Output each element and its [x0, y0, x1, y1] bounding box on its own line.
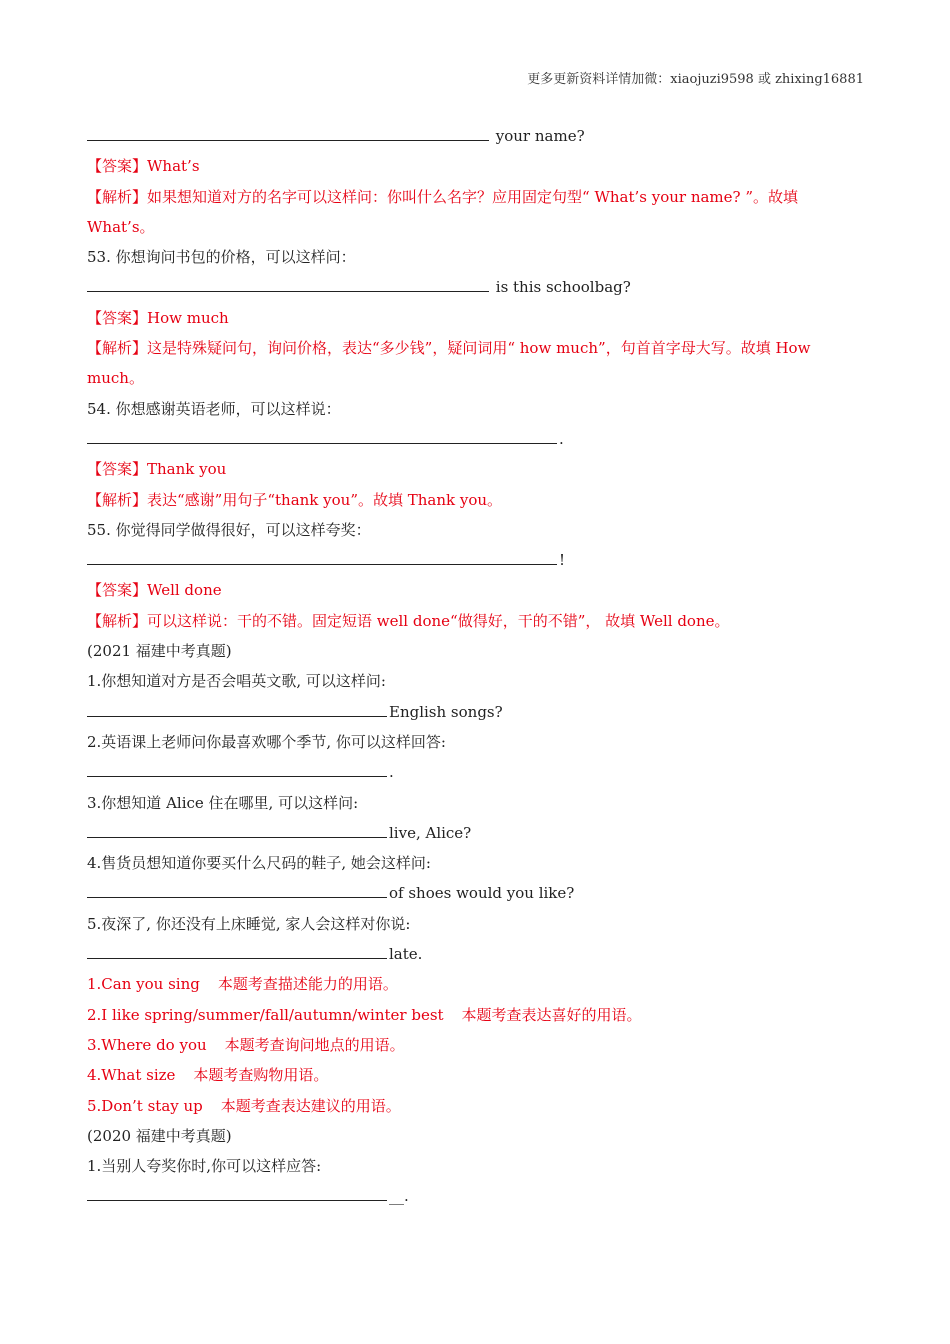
- answer-blank: [87, 1182, 387, 1201]
- s2021-answer-5: [87, 1091, 867, 1121]
- s2021-q4-tail: of shoes would you like?: [389, 884, 575, 903]
- q52-answer: 【答案】What’s: [87, 157, 200, 176]
- s2021-q3-tail: live, Alice?: [389, 823, 472, 842]
- s2020-q1-question: 1.当别人夸奖你时,你可以这样应答:: [87, 1157, 322, 1176]
- s2021-q4-question: 4.售货员想知道你要买什么尺码的鞋子, 她会这样问:: [87, 854, 431, 873]
- q53-prompt-line: [87, 272, 867, 302]
- q54-analysis: 【解析】表达“感谢”用句子“thank you”。故填 Thank you。: [87, 490, 503, 509]
- s2021-answer-1: [87, 969, 867, 999]
- q55-answer: 【答案】Well done: [87, 581, 222, 600]
- s2021-q3-question: 3.你想知道 Alice 住在哪里, 可以这样问:: [87, 793, 359, 812]
- q55-prompt-tail: !: [559, 551, 566, 570]
- s2020-q1-tail: __.: [389, 1187, 409, 1206]
- answer-blank: [87, 940, 387, 959]
- s2021-answer-4: [87, 1060, 867, 1090]
- s2021-q5-question: 5.夜深了, 你还没有上床睡觉, 家人会这样对你说:: [87, 914, 411, 933]
- page-header: 更多更新资料详情加微：xiaojuzi9598 或 zhixing16881: [527, 72, 864, 87]
- answer-blank: [87, 546, 557, 565]
- answer-note: 本题考查表达建议的用语。: [220, 1096, 401, 1115]
- s2021-answer-3: [87, 1030, 867, 1060]
- document-body: [87, 121, 867, 1212]
- s2021-q5-tail: late.: [389, 945, 423, 964]
- answer-blank: [87, 758, 387, 777]
- answer-text: 3.Where do you: [87, 1035, 207, 1054]
- q52-analysis: 【解析】如果想知道对方的名字可以这样问：你叫什么名字？应用固定句型“ What’s your name? ”。故填 What’s。: [87, 187, 799, 236]
- answer-note: 本题考查购物用语。: [193, 1066, 329, 1085]
- q53-analysis: 【解析】这是特殊疑问句，询问价格，表达“多少钱”，疑问词用“ how much”，句首首字母大写。故填 How much。: [87, 339, 811, 388]
- q53-question: 53. 你想询问书包的价格，可以这样问：: [87, 248, 356, 267]
- s2020-q1-prompt-line: [87, 1181, 867, 1211]
- answer-note: 本题考查表达喜好的用语。: [461, 1005, 642, 1024]
- answer-text: 1.Can you sing: [87, 975, 200, 994]
- q55-question: 55. 你觉得同学做得很好，可以这样夸奖：: [87, 520, 371, 539]
- s2021-q2-prompt-line: [87, 757, 867, 787]
- answer-text: 2.I like spring/summer/fall/autumn/winter best: [87, 1005, 444, 1024]
- q53-prompt-tail: is this schoolbag?: [491, 278, 631, 297]
- s2021-q4-prompt-line: [87, 878, 867, 908]
- answer-blank: [87, 425, 557, 444]
- answer-blank: [87, 819, 387, 838]
- s2021-q1-prompt-line: [87, 697, 867, 727]
- q54-answer: 【答案】Thank you: [87, 460, 227, 479]
- s2021-q3-prompt-line: [87, 818, 867, 848]
- q54-prompt-line: [87, 424, 867, 454]
- answer-blank: [87, 879, 387, 898]
- q53-answer: 【答案】How much: [87, 308, 229, 327]
- q52-prompt-line: [87, 121, 867, 151]
- s2021-answer-2: [87, 1000, 867, 1030]
- s2021-q1-tail: English songs?: [389, 702, 503, 721]
- answer-blank: [87, 122, 489, 141]
- answer-blank: [87, 698, 387, 717]
- q55-analysis: 【解析】可以这样说：干的不错。固定短语 well done“做得好，干的不错”， 故填 Well done。: [87, 611, 730, 630]
- q54-question: 54. 你想感谢英语老师，可以这样说：: [87, 399, 341, 418]
- answer-blank: [87, 273, 489, 292]
- section-2020-title: (2020 福建中考真题): [87, 1126, 232, 1145]
- answer-text: 4.What size: [87, 1066, 176, 1085]
- s2021-q1-question: 1.你想知道对方是否会唱英文歌, 可以这样问:: [87, 672, 386, 691]
- q55-prompt-line: [87, 545, 867, 575]
- s2021-q2-tail: .: [389, 763, 394, 782]
- answer-note: 本题考查描述能力的用语。: [217, 975, 398, 994]
- answer-note: 本题考查询问地点的用语。: [224, 1035, 405, 1054]
- q52-prompt-tail: your name?: [491, 127, 585, 145]
- q54-prompt-tail: .: [559, 429, 564, 448]
- s2021-q2-question: 2.英语课上老师问你最喜欢哪个季节, 你可以这样回答:: [87, 732, 446, 751]
- s2021-q5-prompt-line: [87, 939, 867, 969]
- answer-text: 5.Don’t stay up: [87, 1096, 203, 1115]
- section-2021-title: (2021 福建中考真题): [87, 642, 232, 661]
